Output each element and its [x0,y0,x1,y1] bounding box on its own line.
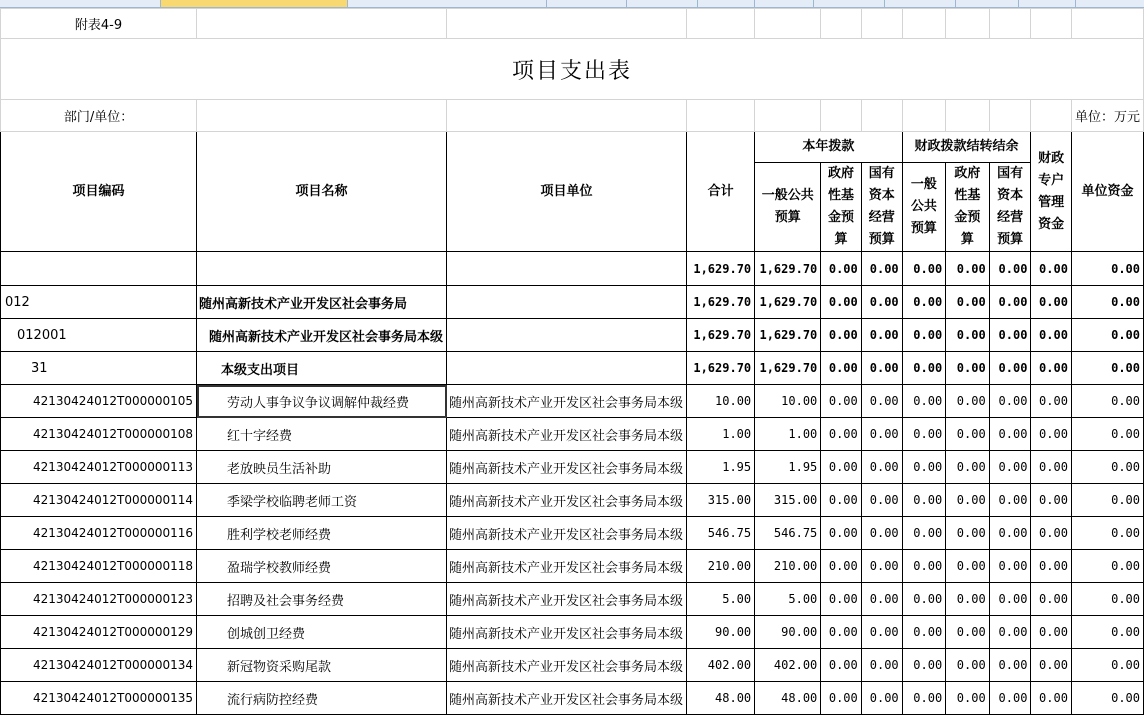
cell-own-fund[interactable]: 0.00 [1071,616,1143,649]
cell-carry-general[interactable]: 0.00 [902,352,946,385]
summary-row [1,286,1144,319]
cell-gov-fund[interactable]: 0.00 [821,682,861,715]
cell-total[interactable]: 1,629.70 [687,319,755,352]
cell-state-capital[interactable]: 0.00 [861,385,902,418]
cell-code[interactable]: 42130424012T000000113 [1,451,197,484]
cell-carry-gov-fund[interactable]: 0.00 [946,319,990,352]
cell-carry-general[interactable]: 0.00 [902,451,946,484]
cell-unit[interactable]: 随州高新技术产业开发区社会事务局本级 [447,418,687,451]
cell-total[interactable]: 10.00 [687,385,755,418]
cell-unit[interactable]: 随州高新技术产业开发区社会事务局本级 [447,682,687,715]
cell-general-budget[interactable]: 1,629.70 [755,252,821,286]
cell-name[interactable]: 创城创卫经费 [197,616,447,649]
cell-unit[interactable] [447,252,687,286]
cell-gov-fund[interactable]: 0.00 [821,517,861,550]
cell-general-budget[interactable]: 1.95 [755,451,821,484]
summary-row [1,352,1144,385]
cell-total[interactable]: 402.00 [687,649,755,682]
cell-carry-gov-fund[interactable]: 0.00 [946,682,990,715]
cell-unit[interactable]: 随州高新技术产业开发区社会事务局本级 [447,451,687,484]
cell-carry-state-capital[interactable]: 0.00 [989,286,1031,319]
cell-carry-state-capital[interactable]: 0.00 [989,682,1031,715]
table-row [1,583,1144,616]
cell-total[interactable]: 1.00 [687,418,755,451]
header-unit[interactable]: 项目单位 [447,132,687,252]
cell-code[interactable]: 42130424012T000000118 [1,550,197,583]
cell-code[interactable]: 31 [1,352,197,385]
cell-carry-general[interactable]: 0.00 [902,418,946,451]
cell-special-fund[interactable]: 0.00 [1031,252,1071,286]
cell-unit[interactable]: 随州高新技术产业开发区社会事务局本级 [447,649,687,682]
cell-state-capital[interactable]: 0.00 [861,352,902,385]
cell-carry-general[interactable]: 0.00 [902,517,946,550]
title-row [1,39,1144,100]
cell-carry-general[interactable]: 0.00 [902,484,946,517]
cell-carry-state-capital[interactable]: 0.00 [989,319,1031,352]
cell-code[interactable]: 012001 [1,319,197,352]
cell-carry-gov-fund[interactable]: 0.00 [946,550,990,583]
column-header[interactable] [956,0,1019,7]
table-row [1,451,1144,484]
cell-total[interactable]: 1,629.70 [687,252,755,286]
dept-label[interactable]: 部门/单位： [1,100,197,132]
cell-general-budget[interactable]: 546.75 [755,517,821,550]
cell-general-budget[interactable]: 48.00 [755,682,821,715]
page-title[interactable]: 项目支出表 [1,39,1144,100]
cell-general-budget[interactable]: 315.00 [755,484,821,517]
cell-own-fund[interactable]: 0.00 [1071,385,1143,418]
cell-unit[interactable]: 随州高新技术产业开发区社会事务局本级 [447,583,687,616]
column-header[interactable] [814,0,885,7]
cell-state-capital[interactable]: 0.00 [861,583,902,616]
header-gov-fund[interactable]: 政府性基金预算 [821,163,861,252]
cell-own-fund[interactable]: 0.00 [1071,451,1143,484]
cell-state-capital[interactable]: 0.00 [861,649,902,682]
cell-code[interactable] [1,252,197,286]
cell-gov-fund[interactable]: 0.00 [821,385,861,418]
table-row [1,418,1144,451]
cell-special-fund[interactable]: 0.00 [1031,418,1071,451]
table-row [1,517,1144,550]
cell-total[interactable]: 1,629.70 [687,286,755,319]
summary-row [1,252,1144,286]
annex-label[interactable]: 附表4-9 [1,9,197,39]
cell-name[interactable]: 盈瑞学校教师经费 [197,550,447,583]
cell-state-capital[interactable]: 0.00 [861,550,902,583]
cell-gov-fund[interactable]: 0.00 [821,286,861,319]
cell-name[interactable]: 招聘及社会事务经费 [197,583,447,616]
cell-name[interactable]: 新冠物资采购尾款 [197,649,447,682]
cell-carry-gov-fund[interactable]: 0.00 [946,252,990,286]
cell-carry-gov-fund[interactable]: 0.00 [946,484,990,517]
cell-carry-gov-fund[interactable]: 0.00 [946,451,990,484]
cell-carry-state-capital[interactable]: 0.00 [989,252,1031,286]
table-row [1,682,1144,715]
cell-name[interactable]: 随州高新技术产业开发区社会事务局 [197,286,447,319]
cell-carry-gov-fund[interactable]: 0.00 [946,517,990,550]
cell-own-fund[interactable]: 0.00 [1071,484,1143,517]
header-total[interactable]: 合计 [687,132,755,252]
cell-name[interactable]: 本级支出项目 [197,352,447,385]
cell-total[interactable]: 90.00 [687,616,755,649]
cell-own-fund[interactable]: 0.00 [1071,649,1143,682]
cell-code[interactable]: 42130424012T000000135 [1,682,197,715]
unit-label[interactable]: 单位：万元 [1071,100,1143,132]
meta-row [1,100,1144,132]
cell-state-capital[interactable]: 0.00 [861,616,902,649]
cell-carry-general[interactable]: 0.00 [902,649,946,682]
cell-general-budget[interactable]: 402.00 [755,649,821,682]
cell-state-capital[interactable]: 0.00 [861,517,902,550]
cell-special-fund[interactable]: 0.00 [1031,583,1071,616]
table-row [1,616,1144,649]
cell-carry-state-capital[interactable]: 0.00 [989,517,1031,550]
cell-carry-state-capital[interactable]: 0.00 [989,649,1031,682]
cell-special-fund[interactable]: 0.00 [1031,286,1071,319]
cell-state-capital[interactable]: 0.00 [861,451,902,484]
cell-carry-state-capital[interactable]: 0.00 [989,550,1031,583]
cell-general-budget[interactable]: 1,629.70 [755,286,821,319]
cell-carry-state-capital[interactable]: 0.00 [989,616,1031,649]
cell-carry-gov-fund[interactable]: 0.00 [946,286,990,319]
cell-special-fund[interactable]: 0.00 [1031,616,1071,649]
cell-carry-gov-fund[interactable]: 0.00 [946,385,990,418]
cell-own-fund[interactable]: 0.00 [1071,682,1143,715]
cell-unit[interactable] [447,286,687,319]
cell-state-capital[interactable]: 0.00 [861,252,902,286]
cell-carry-gov-fund[interactable]: 0.00 [946,583,990,616]
column-header[interactable] [1076,0,1144,7]
cell-name[interactable]: 胜利学校老师经费 [197,517,447,550]
header-state-capital[interactable]: 国有资本经营预算 [861,163,902,252]
cell-special-fund[interactable]: 0.00 [1031,649,1071,682]
cell-code[interactable]: 42130424012T000000105 [1,385,197,418]
column-header[interactable] [698,0,755,7]
cell-general-budget[interactable]: 1.00 [755,418,821,451]
cell-code[interactable]: 42130424012T000000129 [1,616,197,649]
cell-carry-state-capital[interactable]: 0.00 [989,484,1031,517]
header-own-fund[interactable]: 单位资金 [1071,132,1143,252]
column-header[interactable] [627,0,698,7]
cell-general-budget[interactable]: 1,629.70 [755,352,821,385]
cell-special-fund[interactable]: 0.00 [1031,451,1071,484]
cell-carry-state-capital[interactable]: 0.00 [989,352,1031,385]
cell-carry-gov-fund[interactable]: 0.00 [946,649,990,682]
cell-general-budget[interactable]: 10.00 [755,385,821,418]
table-row [1,385,1144,418]
cell-gov-fund[interactable]: 0.00 [821,451,861,484]
cell-name[interactable]: 红十字经费 [197,418,447,451]
cell-general-budget[interactable]: 1,629.70 [755,319,821,352]
cell-own-fund[interactable]: 0.00 [1071,517,1143,550]
cell-own-fund[interactable]: 0.00 [1071,352,1143,385]
cell-carry-general[interactable]: 0.00 [902,286,946,319]
cell-carry-state-capital[interactable]: 0.00 [989,385,1031,418]
cell-name[interactable]: 劳动人事争议争议调解仲裁经费 [197,385,447,418]
cell-carry-general[interactable]: 0.00 [902,583,946,616]
cell-state-capital[interactable]: 0.00 [861,319,902,352]
cell-state-capital[interactable]: 0.00 [861,682,902,715]
cell-gov-fund[interactable]: 0.00 [821,252,861,286]
cell-own-fund[interactable]: 0.00 [1071,286,1143,319]
cell-special-fund[interactable]: 0.00 [1031,484,1071,517]
column-header-selected[interactable] [161,0,348,7]
cell-carry-general[interactable]: 0.00 [902,682,946,715]
cell-name[interactable]: 随州高新技术产业开发区社会事务局本级 [197,319,447,352]
cell-code[interactable]: 42130424012T000000116 [1,517,197,550]
cell-carry-general[interactable]: 0.00 [902,550,946,583]
cell-carry-general[interactable]: 0.00 [902,319,946,352]
column-header[interactable] [1019,0,1076,7]
cell-special-fund[interactable]: 0.00 [1031,352,1071,385]
cell-special-fund[interactable]: 0.00 [1031,682,1071,715]
cell-own-fund[interactable]: 0.00 [1071,583,1143,616]
summary-row [1,319,1144,352]
header-general-budget[interactable]: 一般公共预算 [755,163,821,252]
cell-general-budget[interactable]: 210.00 [755,550,821,583]
cell-special-fund[interactable]: 0.00 [1031,550,1071,583]
cell-gov-fund[interactable]: 0.00 [821,550,861,583]
cell-name[interactable] [197,252,447,286]
table-row [1,649,1144,682]
cell-unit[interactable] [447,319,687,352]
cell-special-fund[interactable]: 0.00 [1031,517,1071,550]
cell-carry-state-capital[interactable]: 0.00 [989,583,1031,616]
cell-carry-gov-fund[interactable]: 0.00 [946,352,990,385]
column-header[interactable] [547,0,627,7]
cell-unit[interactable]: 随州高新技术产业开发区社会事务局本级 [447,550,687,583]
cell-total[interactable]: 5.00 [687,583,755,616]
cell-gov-fund[interactable]: 0.00 [821,418,861,451]
cell-carry-state-capital[interactable]: 0.00 [989,451,1031,484]
cell-name[interactable]: 季梁学校临聘老师工资 [197,484,447,517]
column-header[interactable] [348,0,547,7]
cell-carry-state-capital[interactable]: 0.00 [989,418,1031,451]
header-current-year[interactable]: 本年拨款 [755,132,903,163]
header-carry-state-capital[interactable]: 国有资本经营预算 [989,163,1031,252]
cell-gov-fund[interactable]: 0.00 [821,616,861,649]
cell-code[interactable]: 012 [1,286,197,319]
header-row-1 [1,132,1144,163]
cell-carry-general[interactable]: 0.00 [902,385,946,418]
project-expenditure-table [0,8,1144,715]
header-carry-gov-fund[interactable]: 政府性基金预算 [946,163,990,252]
header-code[interactable]: 项目编码 [1,132,197,252]
cell-unit[interactable]: 随州高新技术产业开发区社会事务局本级 [447,484,687,517]
header-special-fund[interactable]: 财政专户管理资金 [1031,132,1071,252]
annex-row [1,9,1144,39]
cell-name[interactable]: 流行病防控经费 [197,682,447,715]
column-header[interactable] [885,0,956,7]
cell-name[interactable]: 老放映员生活补助 [197,451,447,484]
cell-gov-fund[interactable]: 0.00 [821,583,861,616]
cell-state-capital[interactable]: 0.00 [861,418,902,451]
cell-gov-fund[interactable]: 0.00 [821,352,861,385]
cell-gov-fund[interactable]: 0.00 [821,484,861,517]
cell-unit[interactable]: 随州高新技术产业开发区社会事务局本级 [447,385,687,418]
cell-carry-gov-fund[interactable]: 0.00 [946,418,990,451]
column-header[interactable] [755,0,814,7]
cell-general-budget[interactable]: 5.00 [755,583,821,616]
cell-carry-gov-fund[interactable]: 0.00 [946,616,990,649]
column-header-bar[interactable] [0,0,1144,8]
cell-own-fund[interactable]: 0.00 [1071,319,1143,352]
cell-carry-general[interactable]: 0.00 [902,252,946,286]
cell-unit[interactable]: 随州高新技术产业开发区社会事务局本级 [447,517,687,550]
header-carry-general[interactable]: 一般公共预算 [902,163,946,252]
cell-state-capital[interactable]: 0.00 [861,286,902,319]
cell-general-budget[interactable]: 90.00 [755,616,821,649]
header-carryover[interactable]: 财政拨款结转结余 [902,132,1031,163]
cell-gov-fund[interactable]: 0.00 [821,649,861,682]
cell-special-fund[interactable]: 0.00 [1031,385,1071,418]
cell-code[interactable]: 42130424012T000000114 [1,484,197,517]
cell-own-fund[interactable]: 0.00 [1071,418,1143,451]
cell-code[interactable]: 42130424012T000000108 [1,418,197,451]
cell-own-fund[interactable]: 0.00 [1071,252,1143,286]
cell-unit[interactable]: 随州高新技术产业开发区社会事务局本级 [447,616,687,649]
cell-code[interactable]: 42130424012T000000134 [1,649,197,682]
cell-carry-general[interactable]: 0.00 [902,616,946,649]
cell-total[interactable]: 546.75 [687,517,755,550]
table-row [1,550,1144,583]
cell-state-capital[interactable]: 0.00 [861,484,902,517]
cell-special-fund[interactable]: 0.00 [1031,319,1071,352]
cell-total[interactable]: 210.00 [687,550,755,583]
cell-total[interactable]: 1.95 [687,451,755,484]
cell-own-fund[interactable]: 0.00 [1071,550,1143,583]
cell-total[interactable]: 48.00 [687,682,755,715]
cell-gov-fund[interactable]: 0.00 [821,319,861,352]
cell-code[interactable]: 42130424012T000000123 [1,583,197,616]
header-name[interactable]: 项目名称 [197,132,447,252]
table-row [1,484,1144,517]
column-header[interactable] [0,0,161,7]
cell-total[interactable]: 1,629.70 [687,352,755,385]
cell-total[interactable]: 315.00 [687,484,755,517]
cell-unit[interactable] [447,352,687,385]
